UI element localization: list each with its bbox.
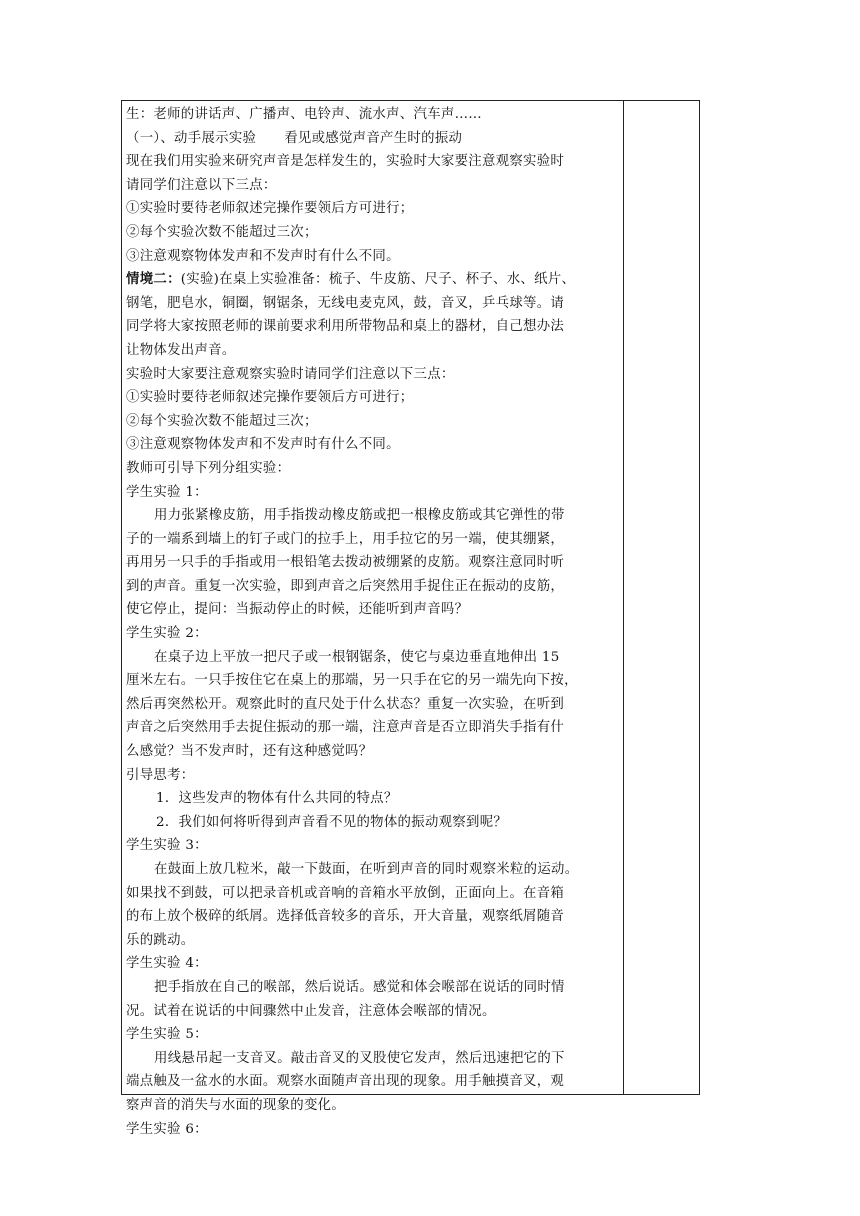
text-line: 的布上放个极碎的纸屑。选择低音较多的音乐，开大音量，观察纸屑随音 <box>126 909 565 925</box>
experiment-heading: 学生实验 6： <box>126 1121 208 1137</box>
text-line: 到的声音。重复一次实验，即到声音之后突然用手捉住正在振动的皮筋， <box>126 578 565 594</box>
text-line: 声音之后突然用手去捉住振动的那一端，注意声音是否立即消失手指有什 <box>126 720 565 736</box>
experiment-heading: 学生实验 5： <box>126 1027 208 1043</box>
experiment-heading: 学生实验 1： <box>126 484 208 500</box>
text-line: 么感觉？当不发声时，还有这种感觉吗？ <box>126 744 373 760</box>
text-line: 再用另一只手的手指或用一根铅笔去拨动被绷紧的皮筋。观察注意同时听 <box>126 555 565 571</box>
text-line: 察声音的消失与水面的现象的变化。 <box>126 1097 346 1113</box>
text-line: 请同学们注意以下三点： <box>126 177 277 193</box>
section-title: 看见或感觉声音产生时的振动 <box>284 130 463 146</box>
text-line: 实验时大家要注意观察实验时请同学们注意以下三点： <box>126 366 455 382</box>
text-line: 子的一端系到墙上的钉子或门的拉手上，用手拉它的另一端，使其绷紧， <box>126 531 565 547</box>
rule-item: ③注意观察物体发声和不发声时有什么不同。 <box>126 437 400 453</box>
scenario-label: 情境二： <box>126 271 181 288</box>
text-line: 同学将大家按照老师的课前要求利用所带物品和桌上的器材，自己想办法 <box>126 319 565 335</box>
lesson-content-cell <box>126 103 619 1141</box>
text-line: 端点触及一盆水的水面。观察水面随声音出现的现象。用手触摸音叉，观 <box>126 1074 565 1090</box>
text-line: 在鼓面上放几粒米，敲一下鼓面，在听到声音的同时观察米粒的运动。 <box>154 862 579 877</box>
column-divider <box>623 101 624 1094</box>
text-line: 让物体发出声音。 <box>126 342 236 358</box>
rule-item: ①实验时要待老师叙述完操作要领后方可进行； <box>126 201 414 217</box>
experiment-heading: 学生实验 2： <box>126 626 208 642</box>
text-line: 钢笔，肥皂水，铜圈，钢锯条，无线电麦克风，鼓，音叉，乒乓球等。请 <box>126 295 565 311</box>
experiment-heading: 学生实验 4： <box>126 956 208 972</box>
text-line: 用力张紧橡皮筋，用手指拨动橡皮筋或把一根橡皮筋或其它弹性的带 <box>154 508 565 524</box>
experiment-heading: 学生实验 3： <box>126 838 208 854</box>
lesson-table <box>121 100 700 1137</box>
text-line: 生：老师的讲话声、广播声、电铃声、流水声、汽车声…… <box>126 107 482 122</box>
scenario-line <box>126 268 619 292</box>
guide-question: 1．这些发声的物体有什么共同的特点？ <box>156 791 398 807</box>
section-heading <box>126 127 619 151</box>
text-line: 使它停止，提问：当振动停止的时候，还能听到声音吗？ <box>126 602 469 618</box>
text-line: 如果找不到鼓，可以把录音机或音响的音箱水平放倒，正面向上。在音箱 <box>126 885 565 901</box>
guide-heading: 引导思考： <box>126 767 195 783</box>
scenario-text: (实验)在桌上实验准备：梳子、牛皮筋、尺子、杯子、水、纸片、 <box>180 272 576 288</box>
rule-item: ②每个实验次数不能超过三次； <box>126 413 318 429</box>
text-line: 教师可引导下列分组实验： <box>126 460 291 476</box>
rule-item: ①实验时要待老师叙述完操作要领后方可进行； <box>126 390 414 406</box>
text-line: 乐的跳动。 <box>126 932 195 948</box>
text-line: 现在我们用实验来研究声音是怎样发生的，实验时大家要注意观察实验时 <box>126 154 565 170</box>
rule-item: ③注意观察物体发声和不发声时有什么不同。 <box>126 248 400 264</box>
text-line: 厘米左右。一只手按住它在桌上的那端，另一只手在它的另一端先向下按， <box>126 673 578 689</box>
guide-question: 2．我们如何将听得到声音看不见的物体的振动观察到呢？ <box>156 814 508 830</box>
text-line: 把手指放在自己的喉部，然后说话。感觉和体会喉部在说话的同时情 <box>154 979 565 995</box>
text-line: 用线悬吊起一支音叉。敲击音叉的叉股使它发声，然后迅速把它的下 <box>154 1050 565 1066</box>
text-line: 在桌子边上平放一把尺子或一根钢锯条，使它与桌边垂直地伸出 15 <box>154 649 560 665</box>
text-line: 况。试着在说话的中间骤然中止发音，注意体会喉部的情况。 <box>126 1003 496 1019</box>
section-number: （一）、动手展示实验 <box>126 130 257 146</box>
text-line: 然后再突然松开。观察此时的直尺处于什么状态？重复一次实验，在听到 <box>126 696 565 712</box>
rule-item: ②每个实验次数不能超过三次； <box>126 224 318 240</box>
